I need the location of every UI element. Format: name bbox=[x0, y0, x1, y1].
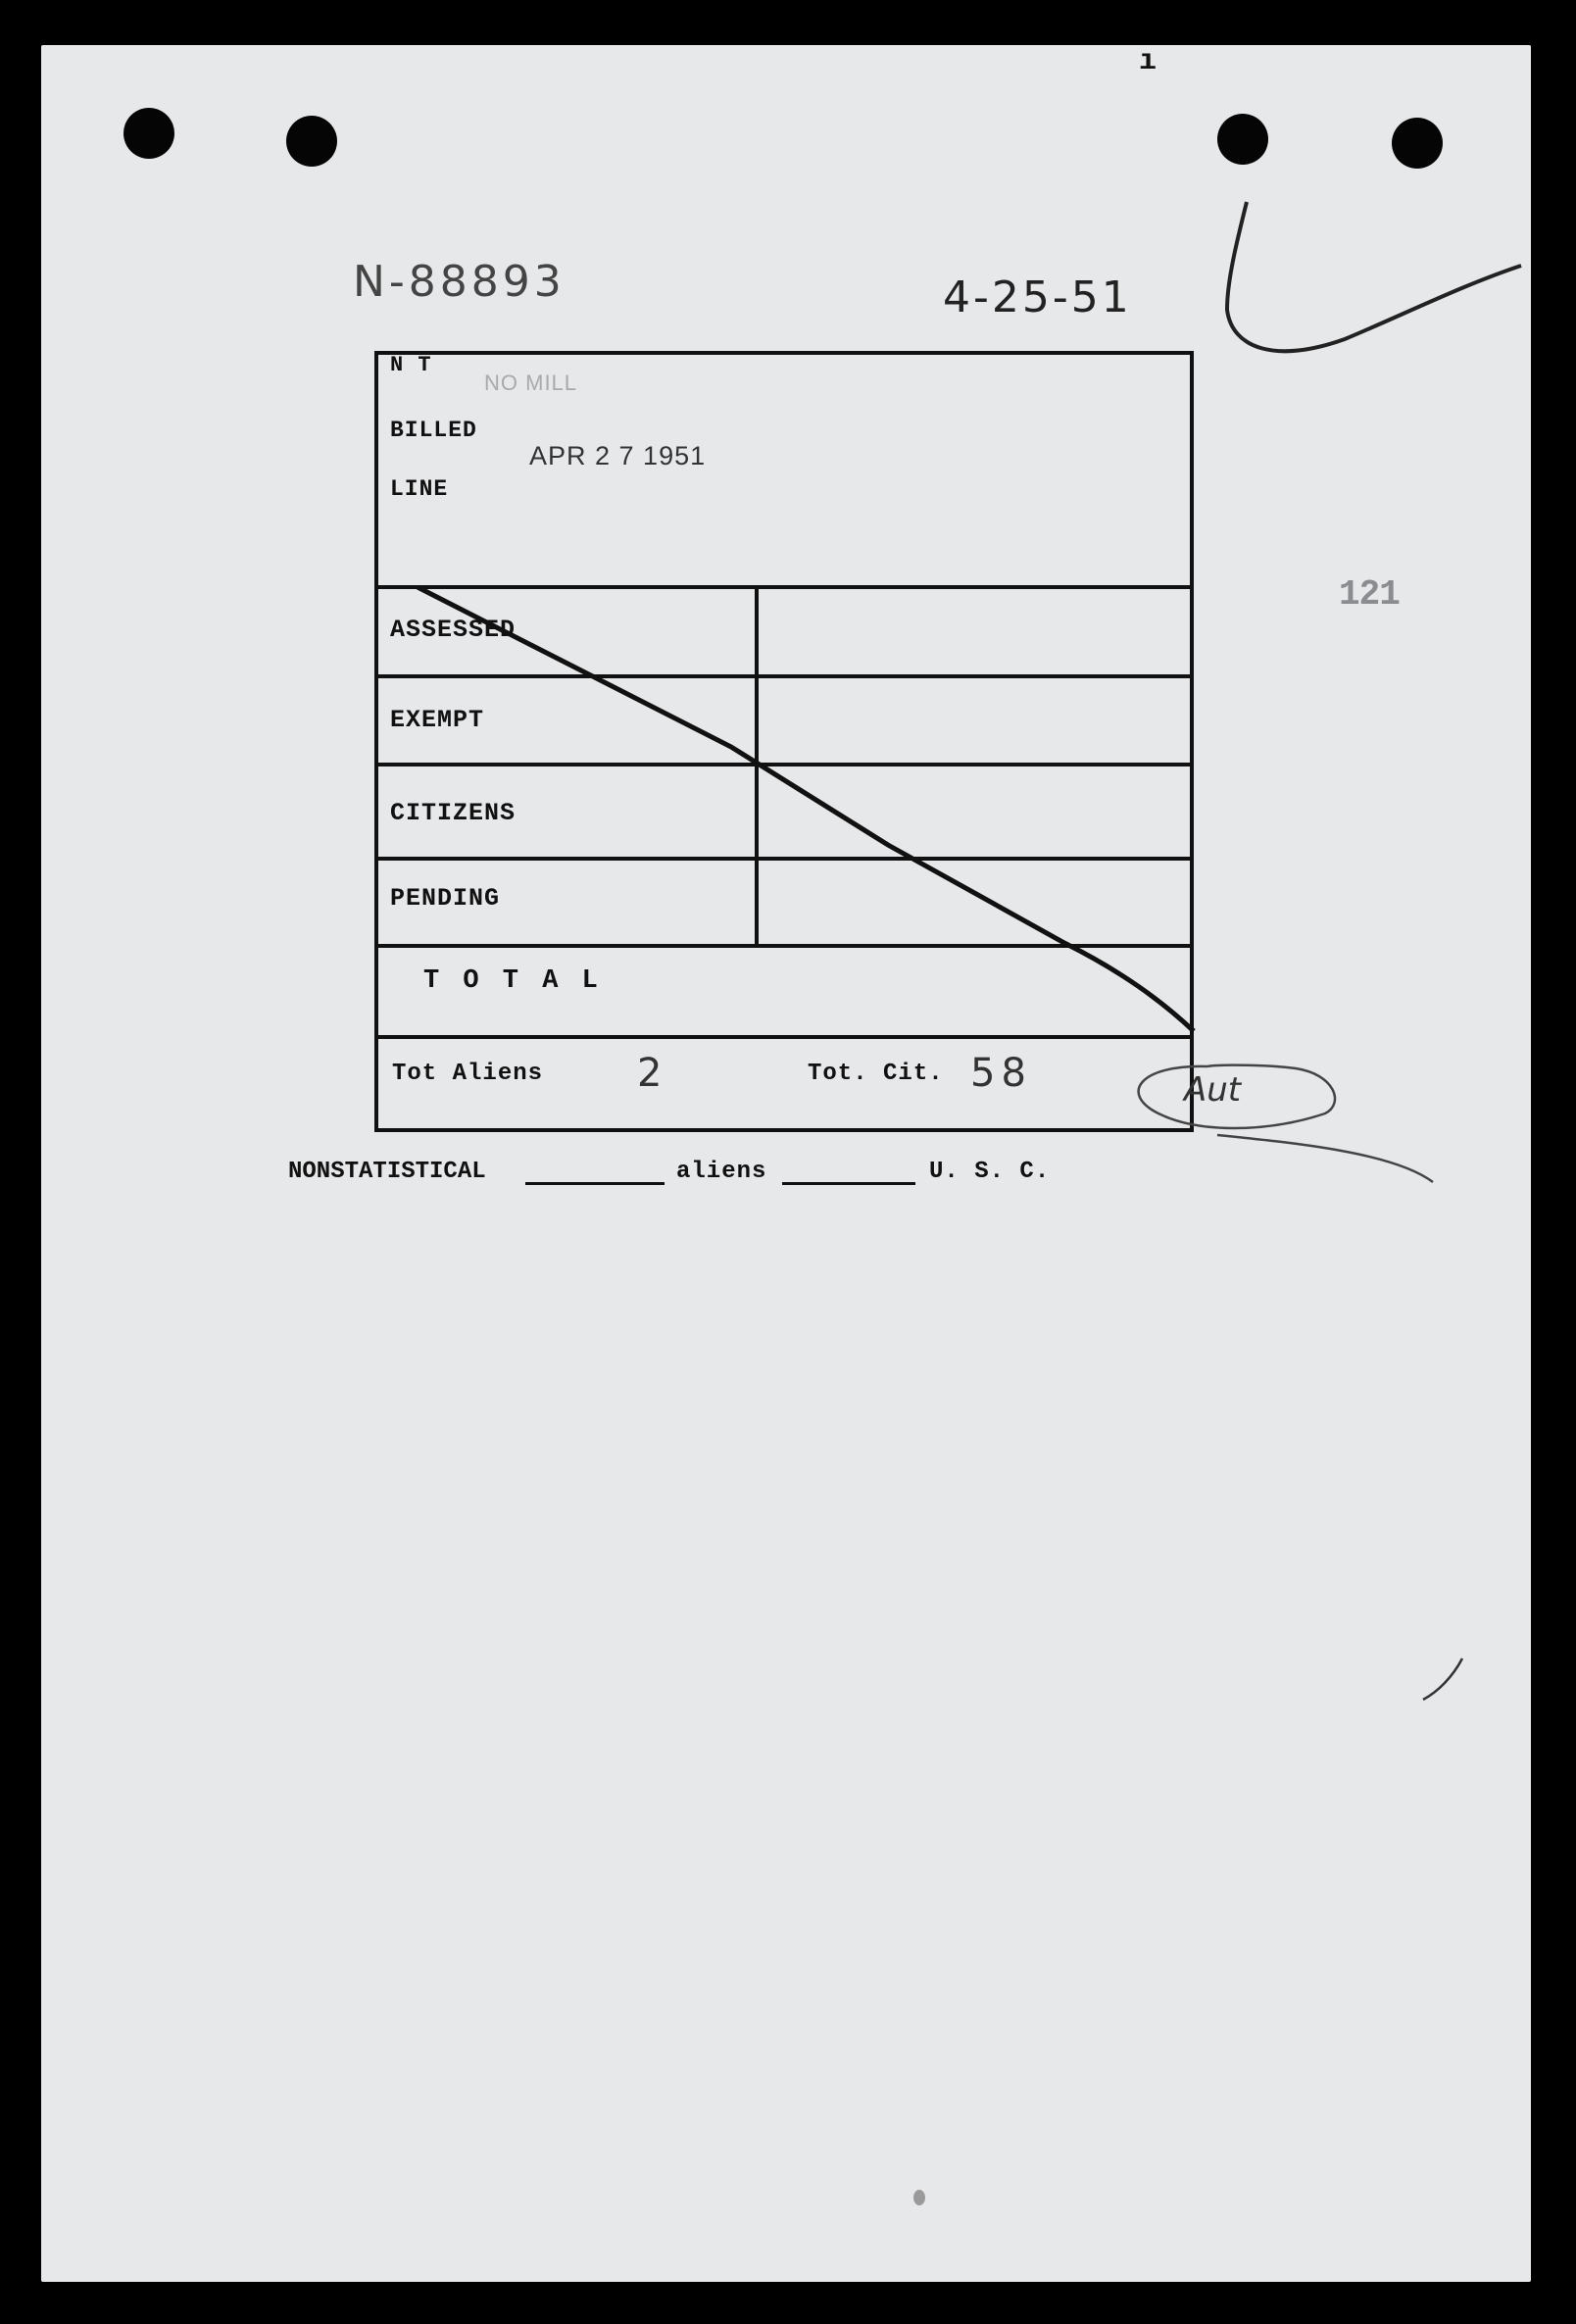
row-label-citizens: CITIZENS bbox=[390, 799, 517, 827]
tot-aliens-label: Tot Aliens bbox=[392, 1061, 544, 1087]
statistics-form bbox=[374, 351, 1194, 1132]
nonstatistical-label: NONSTATISTICAL bbox=[288, 1159, 486, 1185]
aliens-label: aliens bbox=[676, 1159, 767, 1185]
tot-cit-label: Tot. Cit. bbox=[808, 1061, 944, 1087]
tick-mark bbox=[1413, 1653, 1472, 1711]
aliens-blank bbox=[782, 1182, 915, 1185]
paper-spot bbox=[913, 2190, 925, 2205]
row-label-assessed: ASSESSED bbox=[390, 616, 517, 644]
illegible-stamp: NO MILL bbox=[484, 371, 578, 395]
cancel-diagonal-line bbox=[378, 355, 1198, 1136]
nt-label: N T bbox=[390, 353, 432, 377]
page-number: 121 bbox=[1339, 574, 1400, 615]
handwritten-initials: Aut bbox=[1184, 1070, 1242, 1110]
nonstatistical-blank bbox=[525, 1182, 665, 1185]
punch-hole-icon bbox=[123, 108, 174, 159]
handwritten-date: 4-25-51 bbox=[943, 272, 1132, 322]
row-label-pending: PENDING bbox=[390, 884, 501, 913]
top-mark: ı bbox=[1139, 45, 1158, 78]
tot-cit-value: 58 bbox=[970, 1051, 1032, 1096]
row-label-exempt: EXEMPT bbox=[390, 706, 485, 734]
file-number: N-88893 bbox=[353, 257, 566, 307]
received-date-stamp: APR 2 7 1951 bbox=[529, 441, 707, 470]
punch-hole-icon bbox=[286, 116, 337, 167]
line-label: LINE bbox=[390, 476, 449, 502]
document-page bbox=[41, 45, 1531, 2282]
handwritten-curve-mark bbox=[1198, 133, 1531, 388]
usc-label: U. S. C. bbox=[929, 1159, 1051, 1185]
billed-label: BILLED bbox=[390, 418, 477, 443]
tot-aliens-value: 2 bbox=[637, 1051, 663, 1096]
handwritten-initials-loop bbox=[1100, 1025, 1453, 1202]
total-label: T O T A L bbox=[423, 966, 602, 996]
